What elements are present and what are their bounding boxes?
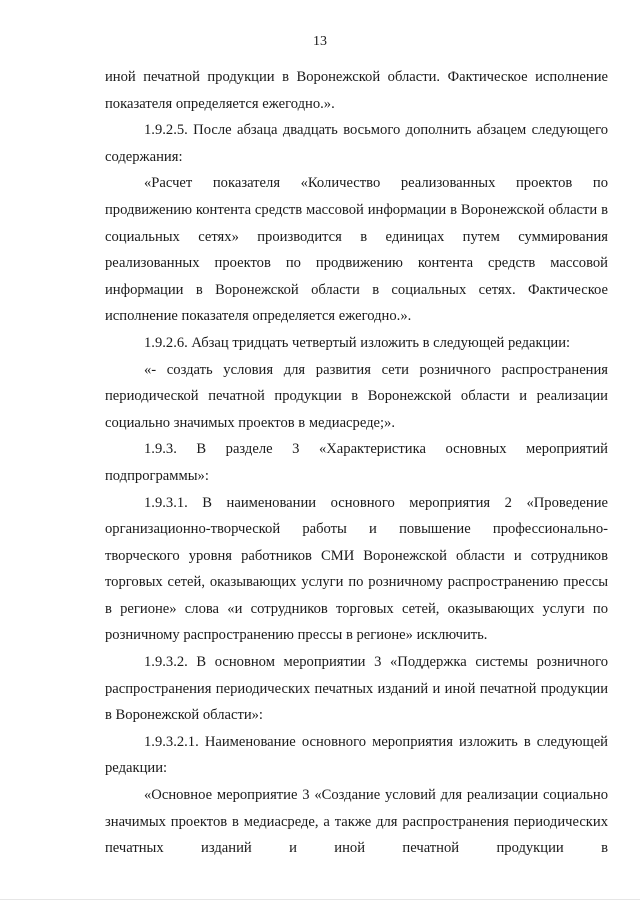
paragraph-calculation-quote: «Расчет показателя «Количество реализованных проектов по продвижению контента средств массовой информации в Воронежской области в социальных сетях» производится в единицах путем суммирования реализованных проектов по продвижению контента средств массовой информации в Воронежской области в социальных сетях. Фактическое исполнение показателя определяется ежегодно.». <box>105 175 608 325</box>
page-bottom-edge <box>0 899 640 900</box>
paragraph-1-9-3-2-1: 1.9.3.2.1. Наименование основного мероприятия изложить в следующей редакции: <box>105 733 608 777</box>
paragraph-1-9-3-1: 1.9.3.1. В наименовании основного мероприятия 2 «Проведение организационно-творческой работы и повышение профессионально-творческого уровня работников СМИ Воронежской области и сотрудников торговых сетей, оказывающих услуги по розничному распространению прессы в регионе» слова «и сотрудников торговых сетей, оказывающих услуги по розничному распространению прессы в регионе» исключить. <box>105 494 608 644</box>
paragraph-1-9-3: 1.9.3. В разделе 3 «Характеристика основных мероприятий подпрограммы»: <box>105 441 608 484</box>
paragraph-continuation: иной печатной продукции в Воронежской области. Фактическое исполнение показателя определяется ежегодно.». <box>105 69 608 112</box>
page-number: 13 <box>313 34 327 49</box>
paragraph-1-9-2-6: 1.9.2.6. Абзац тридцать четвертый изложить в следующей редакции: <box>144 334 571 351</box>
paragraph-conditions-quote: «- создать условия для развития сети розничного распространения периодической печатной продукции в Воронежской области и реализации социально значимых проектов в медиасреде;». <box>105 361 608 431</box>
document-body <box>105 64 608 862</box>
paragraph-1-9-3-2: 1.9.3.2. В основном мероприятии 3 «Поддержка системы розничного распространения периодических печатных изданий и иной печатной продукции в Воронежской области»: <box>105 654 608 724</box>
paragraph-main-activity-quote: «Основное мероприятие 3 «Создание условий для реализации социально значимых проектов в медиасреде, а также для распространения периодических печатных изданий и иной печатной продукции в <box>105 787 608 857</box>
paragraph-1-9-2-5: 1.9.2.5. После абзаца двадцать восьмого дополнить абзацем следующего содержания: <box>105 122 608 165</box>
